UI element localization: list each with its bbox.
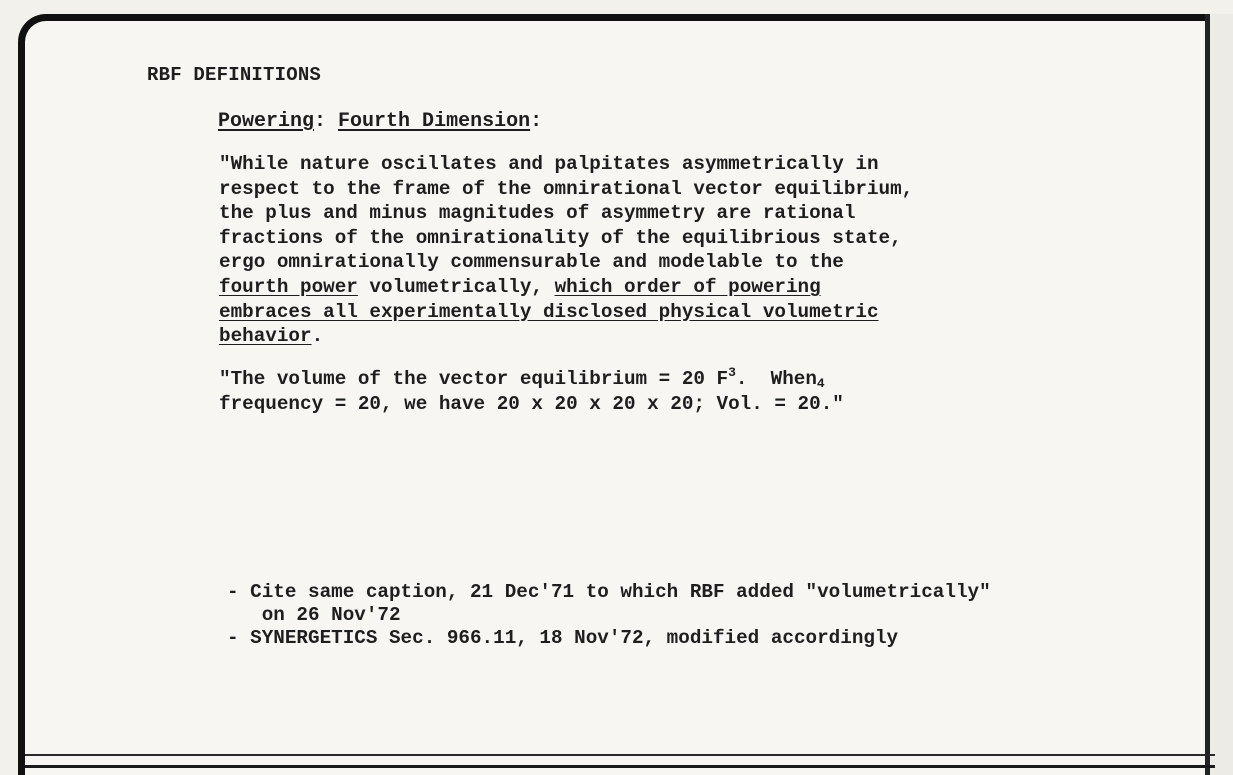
quote-paragraph-2: "The volume of the vector equilibrium = 20 $F^3$. When$_4$ frequency = 20, we have 20 x 20 x 20 x 20; Vol. = 20." <box>219 365 844 415</box>
underlined-phrase: behavior <box>219 325 312 348</box>
note-item: - Cite same caption, 21 Dec'71 to which RBF added "volumetrically" <box>227 581 991 603</box>
quote1-line: respect to the frame of the omnirational vector equilibrium, <box>219 177 914 200</box>
note-item-continuation: on 26 Nov'72 <box>227 604 401 626</box>
page-title: RBF DEFINITIONS <box>147 64 322 86</box>
underlined-phrase: fourth power <box>219 275 358 298</box>
quote1-line: "While nature oscillates and palpitates asymmetrically in <box>219 153 879 175</box>
card-right-border <box>1205 14 1210 775</box>
underlined-phrase: which order of powering <box>554 275 821 298</box>
subscript: 4 <box>816 376 825 391</box>
quote1-line: the plus and minus magnitudes of asymmetry are rational <box>219 202 856 225</box>
quote-paragraph-1: "While nature oscillates and palpitates asymmetrically in respect to the frame of the omnirational vector equilibrium, the plus and minus magnitudes of asymmetry are rational fractions of the omnirationality of the equilibrious state, ergo omnirationally commensurable and modelable to the fourth power volumetrically, which order of powering embraces all experimentally disclosed physical volumetric behavior. <box>219 153 914 348</box>
card-bottom-border <box>25 765 1215 768</box>
note-item: - SYNERGETICS Sec. 966.11, 18 Nov'72, modified accordingly <box>227 627 899 649</box>
quote1-line: ergo omnirationally commensurable and modelable to the <box>219 251 844 274</box>
quote1-line: fractions of the omnirationality of the equilibrious state, <box>219 226 902 249</box>
citation-notes <box>227 581 991 650</box>
underlined-phrase: embraces all experimentally disclosed physical volumetric <box>219 300 879 323</box>
adjacent-card-edge <box>1210 14 1233 775</box>
card-bottom-rule <box>25 754 1215 756</box>
term-label: Powering <box>218 110 315 133</box>
superscript: 3 <box>728 365 736 380</box>
definition-subheading: Powering: Fourth Dimension: <box>218 110 543 133</box>
topic-label: Fourth Dimension <box>338 110 531 133</box>
